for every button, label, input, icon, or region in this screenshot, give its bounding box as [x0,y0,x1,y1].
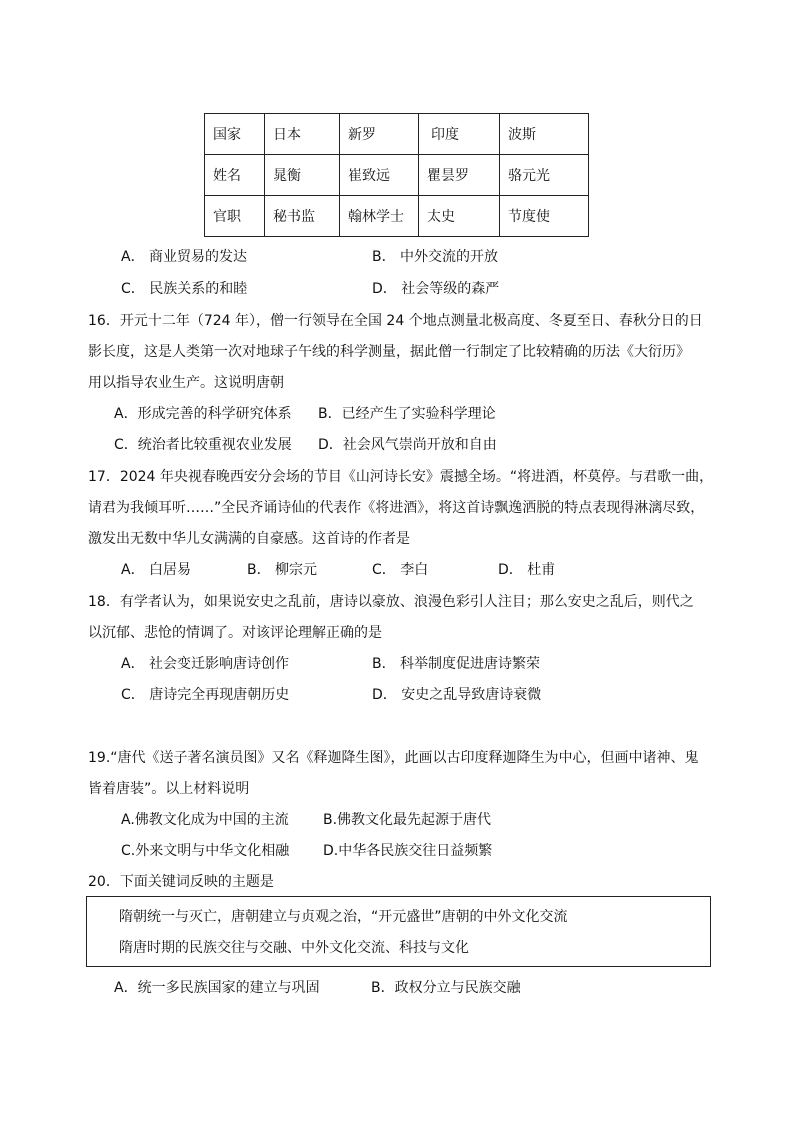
q20-stem: 20．下面关键词反映的主题是 [88,874,274,890]
q18-option-a: A． 社会变迁影响唐诗创作 [121,656,290,672]
table-cell: 翰林学士 [340,196,419,237]
q20-keyword-box [86,896,711,967]
table-cell: 晁衡 [265,155,340,196]
q15-option-b: B． 中外交流的开放 [372,249,499,265]
q19-option-b: B.佛教文化最先起源于唐代 [323,812,492,828]
table-cell: 姓名 [205,155,265,196]
q17-stem-line-2: 请君为我倾耳听……”全民齐诵诗仙的代表作《将进酒》，将这首诗飘逸洒脱的特点表现得淋漓尽致， [88,500,705,516]
table-cell: 波斯 [500,114,589,155]
table-cell: 崔致远 [340,155,419,196]
q16-option-c: C．统治者比较重视农业发展 [114,437,292,453]
q20-option-b: B．政权分立与民族交融 [371,980,521,996]
q20-option-a: A．统一多民族国家的建立与巩固 [114,980,320,996]
q19-option-d: D.中华各民族交往日益频繁 [323,843,493,859]
table-row [205,196,589,237]
table-cell: 瞿昙罗 [419,155,500,196]
table-cell: 骆元光 [500,155,589,196]
q16-stem-line-1: 16．开元十二年（724 年），僧一行领导在全国 24 个地点测量北极高度、冬夏至日、春秋分日的日 [88,313,703,329]
table-cell: 日本 [265,114,340,155]
table-cell: 节度使 [500,196,589,237]
q16-stem-line-2: 影长度，这是人类第一次对地球子午线的科学测量，据此僧一行制定了比较精确的历法《大衍历》 [88,344,690,360]
table-cell: 太史 [419,196,500,237]
table-row [205,155,589,196]
q17-stem-line-3: 激发出无数中华儿女满满的自豪感。这首诗的作者是 [88,531,410,547]
q18-option-b: B． 科举制度促进唐诗繁荣 [372,656,541,672]
q16-option-b: B．已经产生了实验科学理论 [318,406,496,422]
q15-option-a: A． 商业贸易的发达 [121,249,248,265]
q19-stem-line-1: 19.“唐代《送子著名演员图》又名《释迦降生图》，此画以古印度释迦降生为中心，但画中诸神、鬼 [88,750,699,766]
table-cell: 秘书监 [265,196,340,237]
q18-option-c: C． 唐诗完全再现唐朝历史 [121,687,290,703]
q19-stem-line-2: 皆着唐装”。以上材料说明 [88,781,250,797]
q15-option-d: D． 社会等级的森严 [372,281,500,297]
table-cell: 国家 [205,114,265,155]
q17-option-b: B． 柳宗元 [247,562,318,578]
q17-option-d: D． 杜甫 [498,562,556,578]
q18-stem-line-1: 18．有学者认为，如果说安史之乱前，唐诗以豪放、浪漫色彩引人注目；那么安史之乱后，则代之 [88,594,694,610]
table-cell: 印度 [419,114,500,155]
table-cell: 官职 [205,196,265,237]
q18-stem-line-2: 以沉郁、悲怆的情调了。对该评论理解正确的是 [88,625,382,641]
info-table [204,113,589,237]
table-row [205,114,589,155]
q19-option-c: C.外来文明与中华文化相融 [121,843,290,859]
q20-box-line-1: 隋朝统一与灭亡，唐朝建立与贞观之治，“开元盛世”唐朝的中外文化交流 [119,909,568,925]
q17-stem-line-1: 17．2024 年央视春晚西安分会场的节目《山河诗长安》震撼全场。“将进酒，杯莫停。与君歌一曲， [88,469,714,485]
q20-box-line-2: 隋唐时期的民族交往与交融、中外文化交流、科技与文化 [119,940,469,956]
q16-option-a: A．形成完善的科学研究体系 [114,406,292,422]
q18-option-d: D． 安史之乱导致唐诗衰微 [372,687,542,703]
q19-option-a: A.佛教文化成为中国的主流 [121,812,289,828]
q15-option-c: C． 民族关系的和睦 [121,281,248,297]
q16-stem-line-3: 用以指导农业生产。这说明唐朝 [88,375,284,391]
q16-option-d: D．社会风气崇尚开放和自由 [318,437,497,453]
table-cell: 新罗 [340,114,419,155]
q17-option-a: A． 白居易 [121,562,192,578]
q17-option-c: C． 李白 [372,562,429,578]
